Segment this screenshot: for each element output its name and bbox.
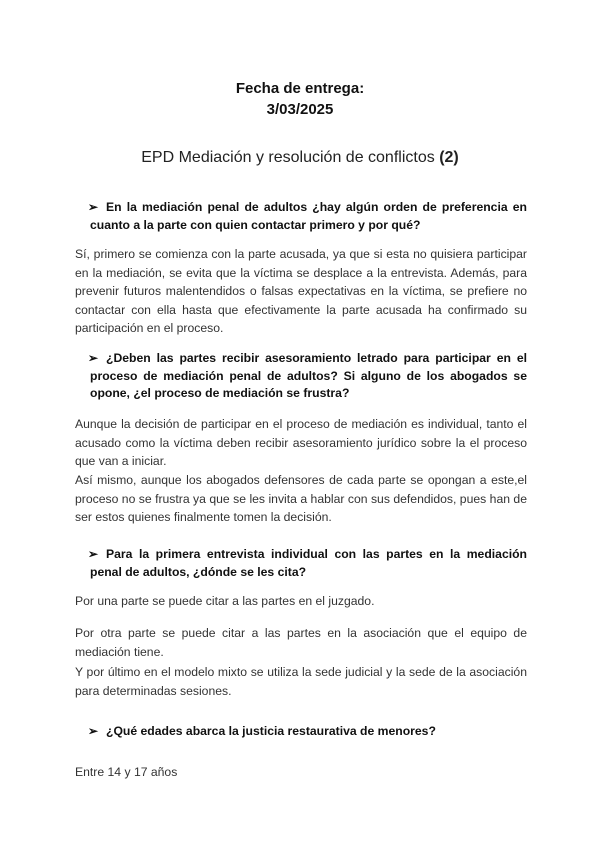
arrow-bullet-icon: ➢: [88, 200, 99, 214]
answer-paragraph: Por una parte se puede citar a las partes en el juzgado.: [75, 594, 375, 608]
arrow-bullet-icon: ➢: [88, 351, 99, 365]
arrow-bullet-icon: ➢: [88, 547, 99, 561]
question-text: ¿Qué edades abarca la justicia restaurativa de menores?: [106, 724, 436, 738]
question-text: En la mediación penal de adultos ¿hay algún orden de preferencia en cuanto a la parte con quien contactar primero y por qué?: [90, 200, 527, 232]
delivery-date: 3/03/2025: [266, 101, 334, 118]
title-number: (2): [439, 149, 459, 166]
question-2: [90, 350, 527, 403]
document-title: [0, 149, 600, 167]
question-3: [90, 546, 527, 581]
answer-paragraph: Por otra parte se puede citar a las partes en la asociación que el equipo de mediación tiene.: [75, 626, 527, 659]
answer-paragraph: Y por último en el modelo mixto se utiliza la sede judicial y la sede de la asociación para determinadas sesiones.: [75, 665, 527, 698]
title-text: EPD Mediación y resolución de conflictos: [141, 149, 435, 166]
question-1: [90, 199, 527, 234]
question-text: Para la primera entrevista individual con las partes en la mediación penal de adultos, ¿dónde se les cita?: [90, 547, 527, 579]
question-4: [90, 723, 527, 741]
answer-paragraph: Entre 14 y 17 años: [75, 765, 178, 779]
answer-paragraph: Aunque la decisión de participar en el proceso de mediación es individual, tanto el acusado como la víctima deben recibir asesoramiento jurídico sobre la el proceso que van a iniciar.: [75, 417, 527, 468]
arrow-bullet-icon: ➢: [88, 724, 99, 738]
delivery-date-label: Fecha de entrega:: [235, 80, 365, 97]
answer-paragraph: Sí, primero se comienza con la parte acusada, ya que si esta no quisiera participar en la mediación, se evita que la víctima se desplace a la entrevista. Además, para prevenir futuros malentendidos o falsas expectativas en la víctima, se prefiere no contactar con ella hasta que efectivamente la parte acusada ha confirmado su participación en el proceso.: [75, 247, 527, 335]
answer-paragraph: Así mismo, aunque los abogados defensores de cada parte se opongan a este,el proceso no se frustra ya que se les invita a hablar con sus defendidos, pues han de ser estos quienes finalmente tomen la decisión.: [75, 473, 527, 524]
question-text: ¿Deben las partes recibir asesoramiento letrado para participar en el proceso de mediación penal de adultos? Si alguno de los abogados se opone, ¿el proceso de mediación se frustra?: [90, 351, 527, 400]
